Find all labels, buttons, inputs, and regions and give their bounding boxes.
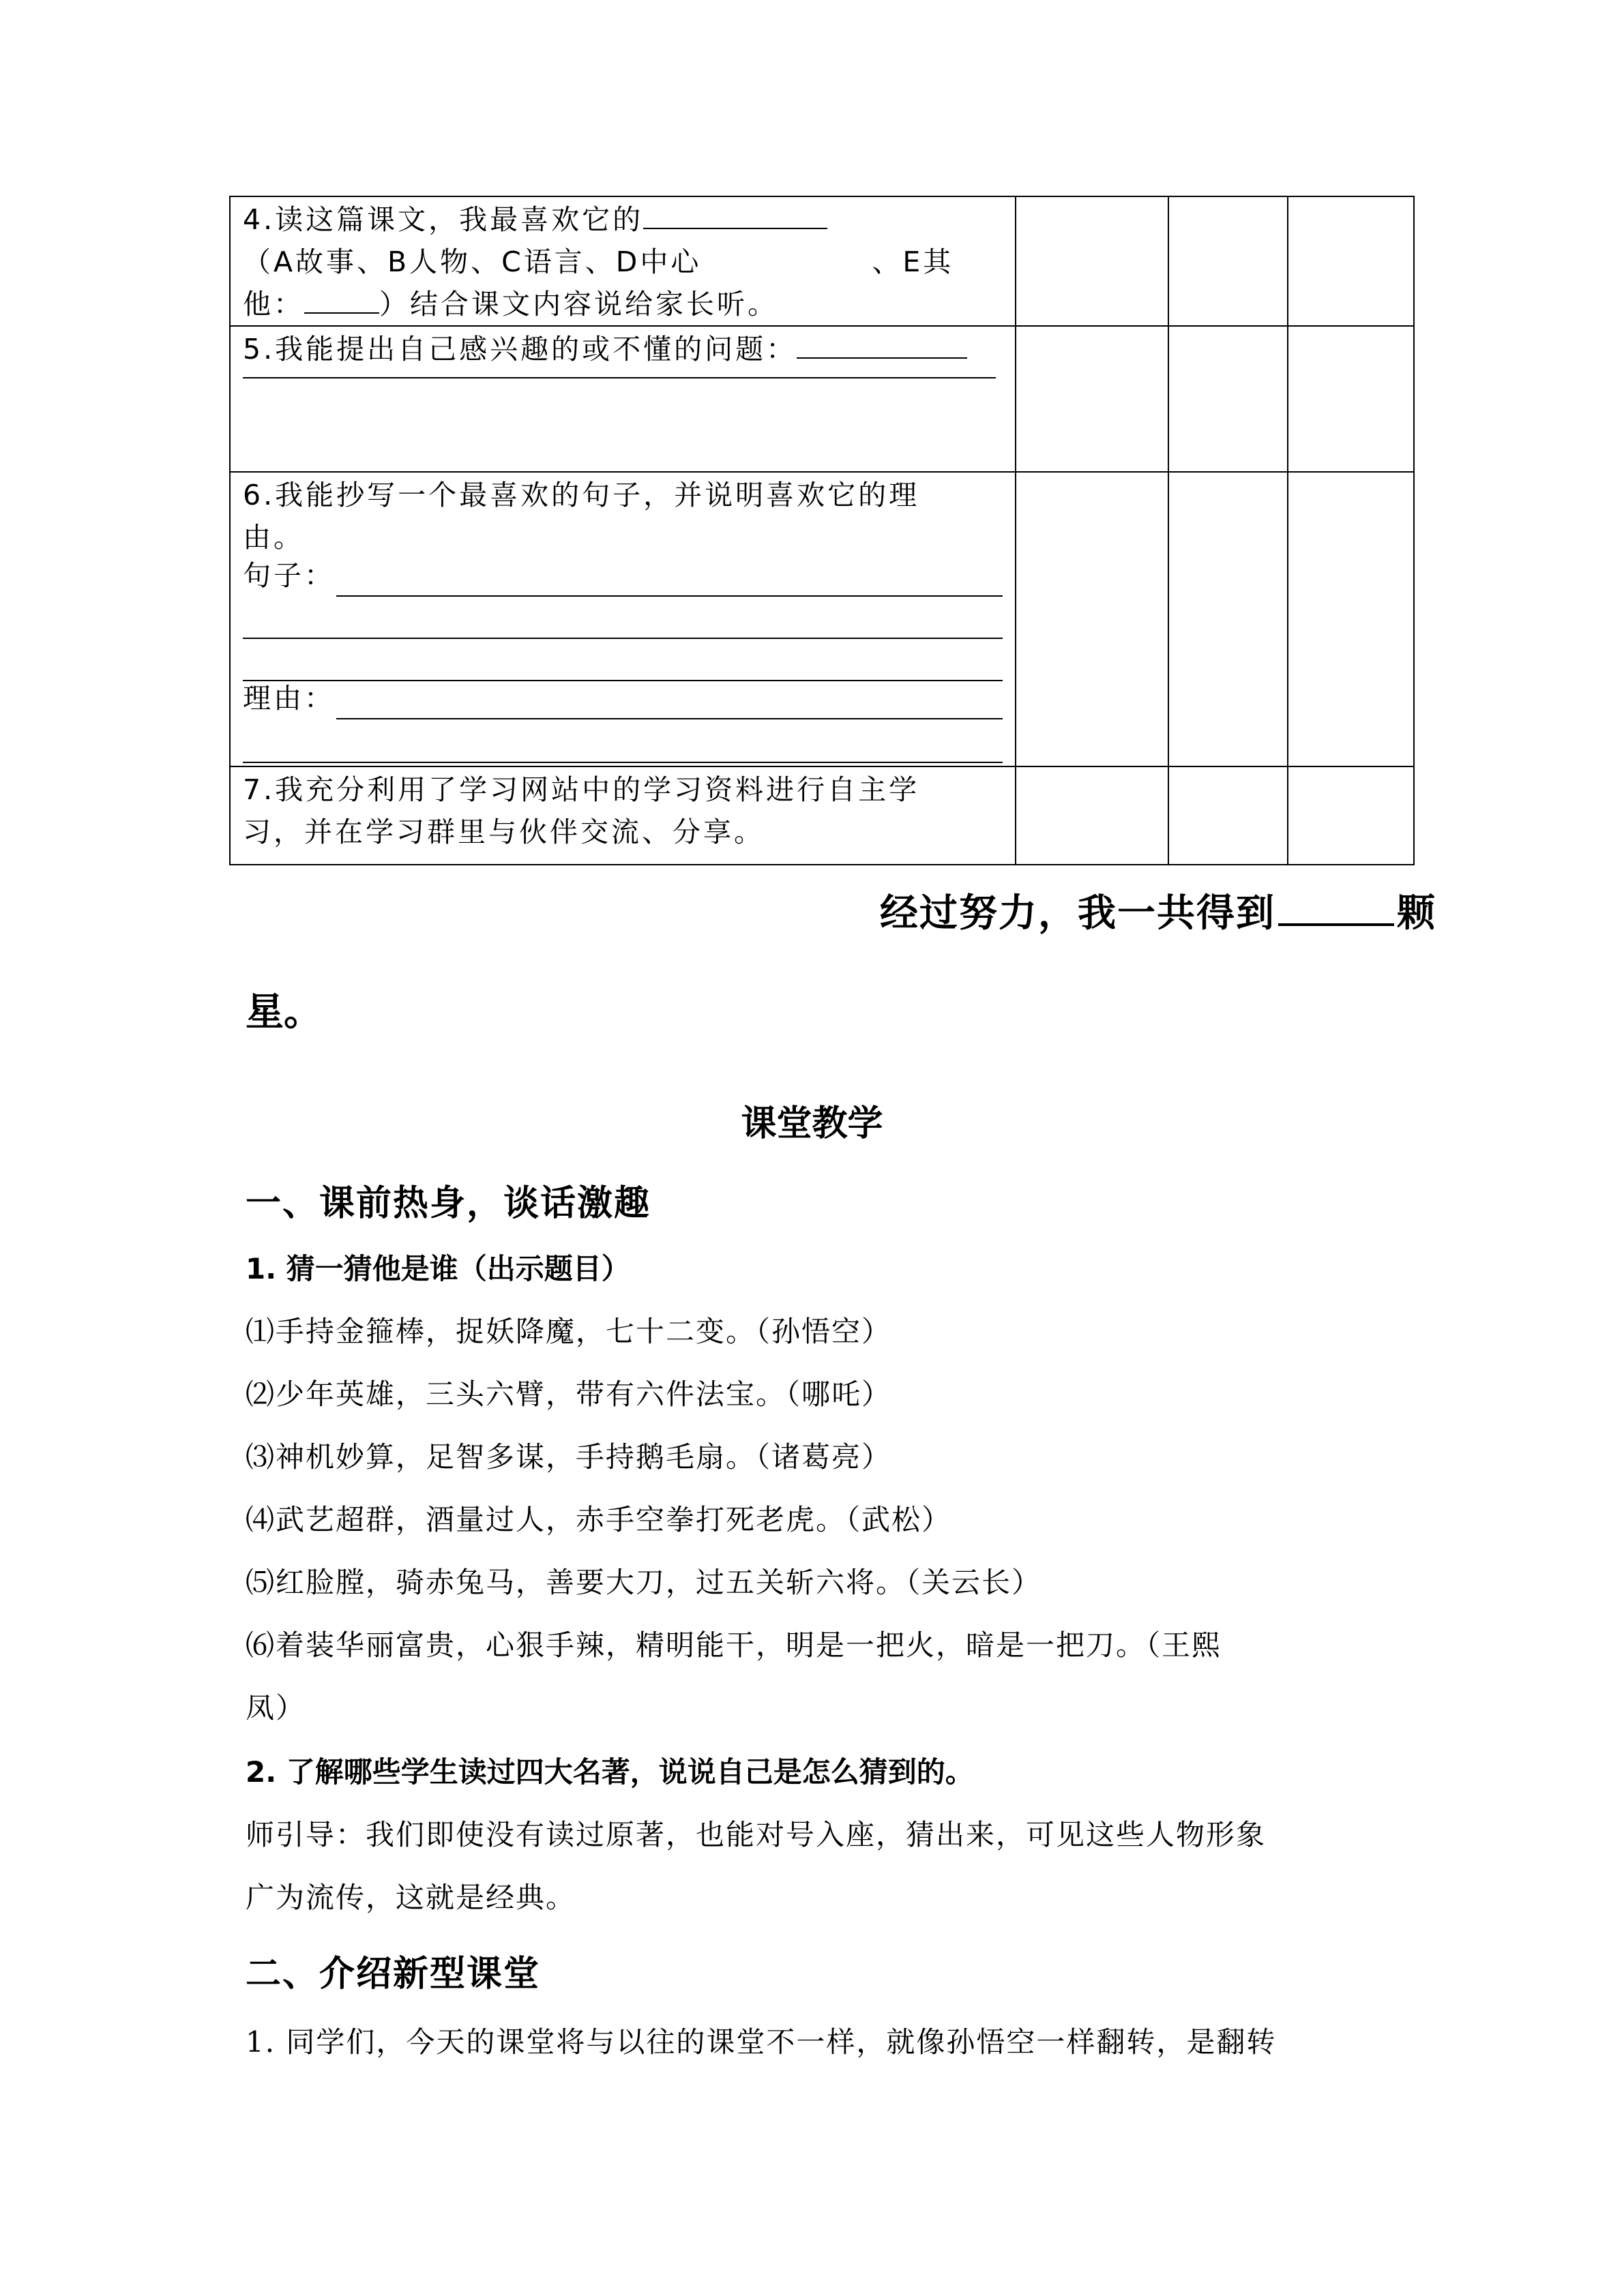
criterion-cell [230,472,1016,766]
reason-line[interactable] [243,719,1003,763]
criterion-text: 习，并在学习群里与伙伴交流、分享。 [243,816,765,848]
summary-text: 经过努力，我一共得到 [880,891,1275,936]
criterion-text: 6.我能抄写一个最喜欢的句子，并说明喜欢它的理 [243,479,920,511]
sentence-line[interactable] [243,639,1003,681]
paragraph: 1. 同学们，今天的课堂将与以往的课堂不一样，就像孙悟空一样翻转，是翻转 [246,2025,1277,2059]
teacher-score-cell[interactable] [1288,196,1414,326]
summary-text: 星。 [246,990,322,1034]
part1-subheading: 1. 猜一猜他是谁（出示题目） [246,1252,630,1285]
criterion-text: ）结合课文内容说给家长听。 [379,288,778,320]
criterion-text: 7.我充分利用了学习网站中的学习资料进行自主学 [243,773,920,806]
part1-subheading: 2. 了解哪些学生读过四大名著，说说自己是怎么猜到的。 [246,1755,974,1789]
teacher-score-cell[interactable] [1288,766,1414,865]
criterion-text: 由。 [243,521,304,554]
list-item: ⑹着装华丽富贵，心狠手辣，精明能干，明是一把火，暗是一把刀。（王熙 [246,1628,1222,1662]
criterion-text: （A故事、B人物、C语言、D中心 [243,245,702,278]
list-item: ⑶神机妙算，足智多谋，手持鹅毛扇。（诸葛亮） [246,1440,892,1474]
peer-score-cell[interactable] [1168,472,1288,766]
answer-blank[interactable] [797,330,967,359]
criterion-cell [230,766,1016,865]
table-row [230,472,1414,766]
list-item: 凤） [246,1691,306,1725]
self-score-cell[interactable] [1016,472,1168,766]
criterion-text: 4.读这篇课文，我最喜欢它的 [243,203,644,236]
sentence-line[interactable] [336,561,1003,597]
self-score-cell[interactable] [1016,196,1168,326]
answer-line[interactable] [243,370,996,378]
answer-blank[interactable] [643,200,827,229]
reason-line[interactable] [336,684,1003,719]
evaluation-table [229,196,1415,865]
part2-heading: 二、介绍新型课堂 [246,1954,541,1995]
self-score-cell[interactable] [1016,766,1168,865]
list-item: ⑷武艺超群，酒量过人，赤手空拳打死老虎。（武松） [246,1503,952,1536]
peer-score-cell[interactable] [1168,766,1288,865]
part1-heading: 一、课前热身，谈话激趣 [246,1183,651,1224]
criterion-cell [230,326,1016,472]
section-title: 课堂教学 [741,1103,883,1144]
list-item: ⑸红脸膛，骑赤兔马，善要大刀，过五关斩六将。（关云长） [246,1566,1042,1599]
table-row [230,196,1414,326]
list-item: ⑴手持金箍棒，捉妖降魔，七十二变。（孙悟空） [246,1315,892,1348]
criterion-text: 5.我能提出自己感兴趣的或不懂的问题： [243,333,797,366]
peer-score-cell[interactable] [1168,326,1288,472]
teacher-score-cell[interactable] [1288,326,1414,472]
star-summary [880,883,1436,938]
star-count-blank[interactable] [1278,888,1394,926]
criterion-cell [230,196,1016,326]
paragraph: 广为流传，这就是经典。 [246,1881,576,1914]
criterion-text: 、E其 [872,245,954,278]
self-score-cell[interactable] [1016,326,1168,472]
table-row [230,326,1414,472]
answer-blank[interactable] [304,285,379,314]
summary-text: 颗 [1397,891,1436,936]
sentence-label: 句子： [243,559,335,592]
paragraph: 师引导：我们即使没有读过原著，也能对号入座，猜出来，可见这些人物形象 [246,1818,1267,1851]
criterion-text: 他： [243,288,304,320]
table-row [230,766,1414,865]
list-item: ⑵少年英雄，三头六臂，带有六件法宝。（哪吒） [246,1377,892,1411]
teacher-score-cell[interactable] [1288,472,1414,766]
peer-score-cell[interactable] [1168,196,1288,326]
reason-label: 理由： [243,682,335,715]
sentence-line[interactable] [243,597,1003,639]
